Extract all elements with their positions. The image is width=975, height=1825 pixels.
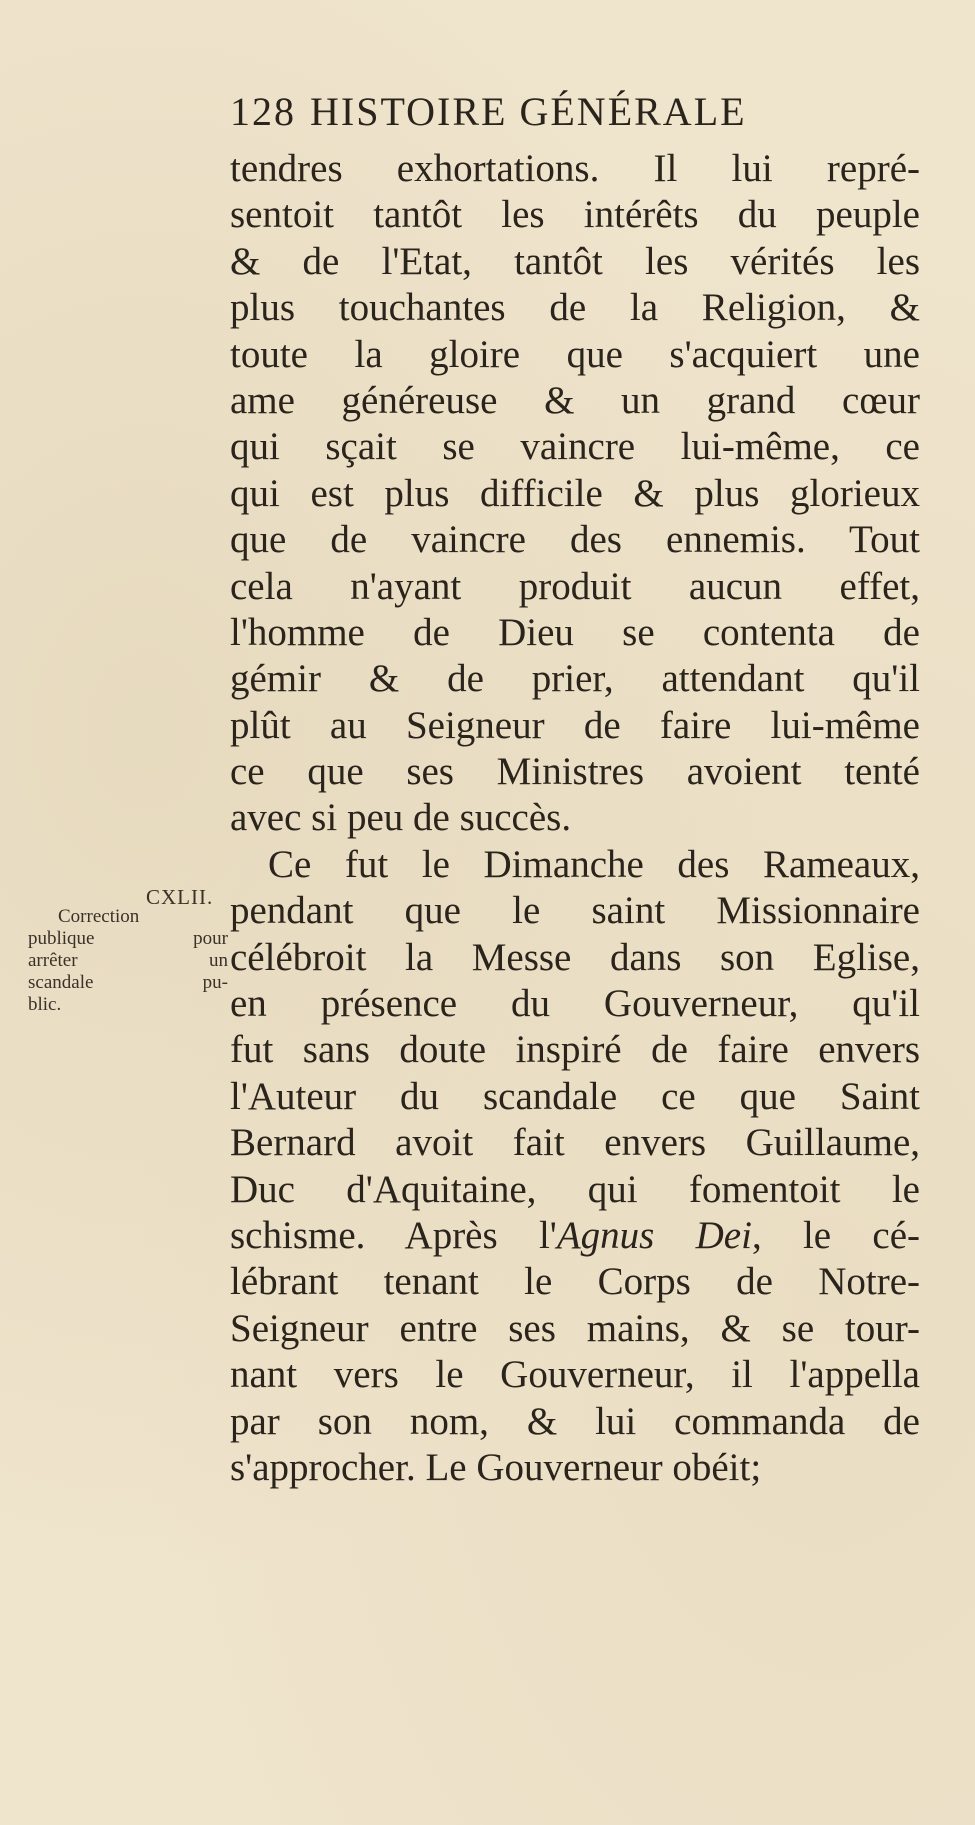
text-line: Duc d'Aquitaine, qui fomentoit le [230,1167,920,1211]
text-line-with-italic: schisme. Après l'Agnus Dei, le cé- [230,1213,921,1257]
text-line: tendres exhortations. Il lui repré- [230,147,920,190]
text-line: gémir & de prier, attendant qu'il [230,657,920,701]
text-line: avec si peu de succès. [230,796,572,840]
text-line: pendant que le saint Missionnaire [230,889,920,933]
text-line: qui sçait se vaincre lui-même, ce [230,425,920,469]
text-line: s'approcher. Le Gouverneur obéit; [230,1445,762,1489]
italic-phrase: Agnus Dei [556,1213,752,1257]
margin-note-line: arrêter un [28,950,228,971]
margin-note-line: scandale pu- [28,972,228,993]
page-number: 128 [230,89,296,134]
text-line: & de l'Etat, tantôt les vérités les [230,239,920,283]
text-line: par son nom, & lui commanda de [230,1399,920,1443]
text-line: Bernard avoit fait envers Guillaume, [230,1121,920,1165]
text-line: fut sans doute inspiré de faire envers [230,1028,920,1072]
text-line: cela n'ayant produit aucun effet, [230,564,920,608]
text-line: plus touchantes de la Religion, & [230,286,920,330]
paragraph-start-line: Ce fut le Dimanche des Rameaux, [268,842,920,886]
text-line: ame généreuse & un grand cœur [230,378,920,422]
running-header [230,88,920,135]
text-line: l'Auteur du scandale ce que Saint [230,1074,920,1118]
margin-note-line: Correction [58,906,140,927]
text-line: sentoit tantôt les intérêts du peuple [230,193,920,237]
margin-note-line: blic. [28,994,62,1015]
text-line: nant vers le Gouverneur, il l'appella [230,1353,920,1397]
margin-note-line: publique pour [28,928,228,949]
margin-note [28,886,228,1016]
text-line: toute la gloire que s'acquiert une [230,332,920,376]
text-line: ce que ses Ministres avoient tenté [230,750,920,794]
text-line: Seigneur entre ses mains, & se tour- [230,1306,920,1350]
text-line: célébroit la Messe dans son Eglise, [230,935,920,979]
margin-note-number: CXLII. [146,885,214,909]
text-line: lébrant tenant le Corps de Notre- [230,1260,920,1304]
text-line: plût au Seigneur de faire lui-même [230,703,920,747]
text-line: qui est plus difficile & plus glorieux [230,471,920,515]
text-line: que de vaincre des ennemis. Tout [230,518,920,562]
text-line: l'homme de Dieu se contenta de [230,610,920,654]
body-text [230,146,920,1491]
running-title: HISTOIRE GÉNÉRALE [310,89,747,134]
text-line: en présence du Gouverneur, qu'il [230,982,920,1026]
